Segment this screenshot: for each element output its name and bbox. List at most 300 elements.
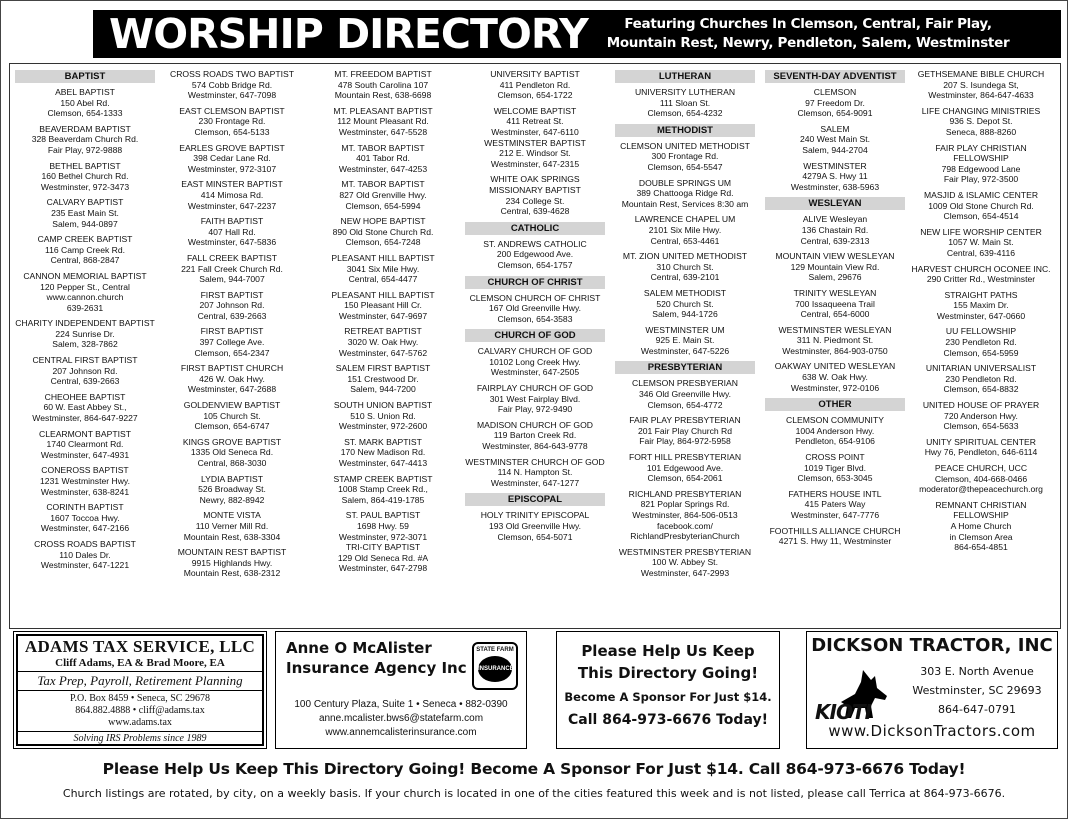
church-listing	[309, 106, 457, 138]
church-listing	[461, 510, 609, 542]
church-detail-line: 827 Old Grenville Hwy.	[339, 189, 427, 200]
church-name: ALIVE Wesleyan	[802, 214, 868, 225]
church-detail-line: Westminster, 972-3107	[187, 163, 277, 174]
church-name: WESTMINSTER WESLEYAN	[778, 324, 892, 335]
church-detail-line: Westminster, 647-4931	[40, 449, 130, 460]
listing-column-1	[11, 69, 159, 576]
church-detail-line: 1009 Old Stone Church Rd.	[928, 200, 1034, 211]
church-detail-line: 112 Mount Pleasant Rd.	[337, 116, 429, 127]
church-detail-line: 1004 Anderson Hwy.	[795, 425, 875, 436]
church-listing	[11, 539, 159, 571]
church-listing	[158, 216, 306, 248]
church-detail-line: 230 Frontage Rd.	[198, 116, 266, 127]
church-listing	[761, 161, 909, 193]
ad-contact: 864.882.4888 • cliff@adams.tax	[75, 705, 205, 716]
ad-mcalister-insurance	[275, 631, 527, 749]
sponsor-line-1: Please Help Us Keep	[581, 642, 755, 660]
church-detail-line: Westminster, 647-2798	[338, 563, 428, 574]
church-detail-line: 240 West Main St.	[799, 134, 871, 145]
church-listing	[907, 290, 1055, 322]
church-detail-line: Westminster, 864-647-4633	[928, 90, 1034, 101]
church-detail-line: 116 Camp Creek Rd.	[44, 244, 126, 255]
church-listing	[611, 251, 759, 283]
ad-border	[16, 634, 264, 746]
church-detail-line: Clemson, 654-5133	[194, 126, 270, 137]
church-detail-line: 1698 Hwy. 59	[357, 520, 409, 531]
church-detail-line: 407 Hall Rd.	[208, 226, 256, 237]
church-detail-line: Salem, 864-419-1785	[341, 494, 425, 505]
church-listing	[461, 174, 609, 216]
listing-column-2	[158, 69, 306, 584]
church-listing	[158, 326, 306, 358]
category-header: EPISCOPAL	[465, 493, 605, 506]
church-detail-line: Westminster, 972-3473	[40, 181, 130, 192]
church-listing	[309, 363, 457, 395]
church-name: FOOTHILLS ALLIANCE CHURCH	[769, 525, 901, 536]
church-name: UNITED HOUSE OF PRAYER	[922, 400, 1040, 411]
ad-email[interactable]: anne.mcalister.bws6@statefarm.com	[318, 713, 484, 724]
church-detail-line: FELLOWSHIP	[953, 153, 1009, 164]
church-name: CALVARY BAPTIST	[46, 197, 124, 208]
church-detail-line: Westminster, 972-3071	[338, 531, 428, 542]
ad-dickson-tractor	[806, 631, 1058, 749]
ad-title	[286, 638, 467, 678]
church-detail-line: 720 Anderson Hwy.	[944, 410, 1018, 421]
church-listing	[309, 290, 457, 322]
church-name: HARVEST CHURCH OCONEE INC.	[911, 263, 1051, 274]
church-listing	[11, 502, 159, 534]
church-detail-line: Westminster, 638-5963	[790, 181, 880, 192]
church-name: STRAIGHT PATHS	[944, 289, 1018, 300]
church-listing	[761, 124, 909, 156]
church-name: LIFE CHANGING MINISTRIES	[921, 105, 1041, 116]
church-detail-line: 111 Sloan St.	[659, 97, 711, 108]
badge-top-text: STATE FARM	[476, 647, 514, 653]
church-detail-line: 155 Maxim Dr.	[953, 300, 1009, 311]
category-header: CHURCH OF CHRIST	[465, 276, 605, 289]
church-name: CROSS ROADS BAPTIST	[34, 538, 136, 549]
sponsor-phone[interactable]: Call 864-973-6676 Today!	[568, 712, 768, 728]
church-detail-line: Westminster, 647-6110	[491, 126, 579, 137]
church-detail-line: 3041 Six Mile Hwy.	[346, 263, 420, 274]
church-detail-line: 398 Cedar Lane Rd.	[193, 153, 271, 164]
church-name: MT. TABOR BAPTIST	[341, 179, 425, 190]
ad-tagline: Tax Prep, Payroll, Retirement Planning	[18, 671, 262, 691]
church-name: CLEMSON CHURCH OF CHRIST	[469, 292, 601, 303]
church-listing	[309, 69, 457, 101]
church-detail-line: Clemson, 654-9091	[797, 108, 873, 119]
church-name: MOUNTAIN REST BAPTIST	[177, 547, 287, 558]
church-detail-line: Central, 653-4461	[650, 235, 720, 246]
ad-address: 100 Century Plaza, Suite 1 • Seneca • 882-0390	[294, 699, 508, 710]
church-detail-line: 639-2631	[66, 302, 104, 313]
church-listing	[158, 179, 306, 211]
church-detail-line: 100 W. Abbey St.	[652, 557, 718, 568]
church-name: MONTE VISTA	[203, 510, 261, 521]
church-name: CENTRAL FIRST BAPTIST	[32, 355, 138, 366]
church-detail-line: 221 Fall Creek Church Rd.	[181, 263, 283, 274]
ad-website[interactable]: www.DicksonTractors.com	[828, 722, 1036, 740]
church-name: CROSS ROADS TWO BAPTIST	[170, 69, 294, 79]
church-detail-line: 401 Tabor Rd.	[356, 153, 410, 164]
church-name: NEW LIFE WORSHIP CENTER	[920, 226, 1042, 237]
church-detail-line: Fair Play, 972-3500	[943, 174, 1019, 185]
church-detail-line: Clemson, 654-2061	[647, 473, 723, 484]
church-detail-line: TRI-CITY BAPTIST	[345, 542, 421, 553]
church-detail-line: Westminster, 647-4413	[338, 458, 428, 468]
church-name: WESTMINSTER CHURCH OF GOD	[465, 456, 605, 467]
church-detail-line: 414 Mimosa Rd.	[200, 189, 264, 200]
church-listing	[611, 489, 759, 542]
church-listing	[611, 325, 759, 357]
church-detail-line: 510 S. Union Rd.	[350, 410, 416, 421]
church-name: SALEM FIRST BAPTIST	[335, 363, 431, 374]
church-detail-line: 415 Paters Way	[804, 499, 866, 510]
church-detail-line: Central, 639-2663	[50, 376, 120, 387]
church-name: LAWRENCE CHAPEL UM	[634, 214, 736, 225]
church-listing	[907, 463, 1055, 495]
church-listing	[907, 326, 1055, 358]
church-detail-line: Clemson, 654-4232	[647, 108, 723, 119]
church-listing	[611, 87, 759, 119]
church-detail-line: 426 W. Oak Hwy.	[199, 373, 265, 384]
church-detail-line: Westminster, 647-2166	[40, 523, 130, 534]
church-name: SOUTH UNION BAPTIST	[333, 400, 433, 411]
church-listing	[761, 526, 909, 547]
church-detail-line: Westminster, 647-5836	[187, 237, 277, 248]
church-detail-line: Clemson, 654-5633	[943, 421, 1019, 432]
church-listing	[11, 271, 159, 313]
church-listing	[309, 437, 457, 469]
church-name: CROSS POINT	[805, 452, 865, 463]
church-detail-line: www.cannon.church	[46, 292, 124, 303]
church-name: PEACE CHURCH, UCC	[934, 463, 1028, 473]
church-detail-line: in Clemson Area	[949, 531, 1013, 542]
ad-footer: Solving IRS Problems since 1989	[18, 731, 262, 744]
church-listing	[611, 214, 759, 246]
church-listing	[907, 264, 1055, 285]
church-name: FAIRPLAY CHURCH OF GOD	[476, 383, 594, 394]
church-listing	[761, 452, 909, 484]
church-name: CHEOHEE BAPTIST	[44, 391, 126, 402]
footer-banner: Please Help Us Keep This Directory Going! Become A Sponsor For Just $14. Call 864-973-6676 Today!	[102, 760, 966, 778]
subtitle-line-1: Featuring Churches In Clemson, Central, Fair Play,	[624, 16, 992, 32]
church-name: PLEASANT HILL BAPTIST	[331, 289, 435, 300]
church-name: CONEROSS BAPTIST	[41, 465, 129, 476]
church-name: CLEMSON UNITED METHODIST	[620, 140, 750, 151]
church-detail-line: Clemson, 654-1333	[47, 108, 123, 119]
church-name: EARLES GROVE BAPTIST	[179, 142, 285, 153]
church-detail-line: 411 Pendleton Rd.	[499, 79, 571, 90]
church-listing	[907, 363, 1055, 395]
church-detail-line: Westminster, 972-2600	[338, 421, 428, 432]
church-detail-line: 397 College Ave.	[199, 337, 265, 348]
church-name: FATHERS HOUSE INTL	[788, 488, 882, 499]
church-name: RICHLAND PRESBYTERIAN	[628, 488, 742, 499]
church-detail-line: 346 Old Greenville Hwy.	[638, 389, 732, 400]
sponsor-line-3: Become A Sponsor For Just $14.	[564, 690, 772, 704]
church-name: SALEM	[820, 123, 850, 134]
church-listing	[11, 197, 159, 229]
church-listing	[11, 355, 159, 387]
church-listing	[611, 452, 759, 484]
listing-column-5	[611, 69, 759, 584]
church-name: DOUBLE SPRINGS UM	[638, 177, 732, 188]
church-detail-line: 160 Bethel Church Rd.	[41, 171, 129, 182]
church-name: CHARITY INDEPENDENT BAPTIST	[15, 318, 155, 329]
church-detail-line: Westminster, 864-647-9227	[32, 413, 138, 424]
church-name: WELCOME BAPTIST	[493, 105, 577, 116]
church-detail-line: 224 Sunrise Dr.	[55, 328, 115, 339]
church-listing	[309, 326, 457, 358]
church-detail-line: 389 Chattooga Ridge Rd.	[636, 188, 734, 199]
church-name: BETHEL BAPTIST	[49, 160, 121, 171]
church-listing	[309, 253, 457, 285]
church-name: FAIR PLAY CHRISTIAN	[935, 142, 1027, 153]
church-name: WHITE OAK SPRINGS	[490, 174, 580, 185]
church-detail-line: Westminster, 647-2237	[187, 200, 277, 211]
church-detail-line: 1057 W. Main St.	[948, 237, 1014, 248]
church-name: PLEASANT HILL BAPTIST	[331, 252, 435, 263]
church-detail-line: 136 Chastain Rd.	[801, 224, 869, 235]
church-detail-line: 638 W. Oak Hwy.	[802, 372, 868, 383]
church-name: CLEARMONT BAPTIST	[38, 428, 131, 439]
church-listing	[309, 510, 457, 574]
church-name: MASJID & ISLAMIC CENTER	[923, 189, 1039, 200]
church-detail-line: Westminster, 647-2993	[640, 567, 730, 578]
church-listing	[907, 143, 1055, 185]
church-detail-line: Clemson, 654-4772	[647, 399, 723, 410]
church-detail-line: Central, 639-4628	[500, 206, 570, 217]
ad-po-box: P.O. Box 8459 • Seneca, SC 29678	[70, 693, 210, 704]
church-name: WESTMINSTER UM	[645, 324, 725, 335]
church-detail-line: Clemson, 654-8832	[943, 384, 1019, 395]
church-listing	[11, 318, 159, 350]
church-name: HOLY TRINITY EPISCOPAL	[480, 510, 590, 521]
church-detail-line: 60 W. East Abbey St.,	[43, 402, 127, 413]
church-detail-line: 310 Church St.	[656, 261, 714, 272]
church-listing	[11, 429, 159, 461]
category-header: CHURCH OF GOD	[465, 329, 605, 342]
church-name: CLEMSON COMMUNITY	[786, 415, 884, 426]
church-detail-line: 311 N. Piedmont St.	[796, 335, 874, 346]
ad-phone: 864-647-0791	[938, 703, 1016, 716]
church-detail-line: 151 Crestwood Dr.	[347, 373, 419, 384]
church-detail-line: Mountain Rest, Services 8:30 am	[621, 198, 749, 209]
church-name: GOLDENVIEW BAPTIST	[183, 400, 281, 411]
church-detail-line: 150 Pleasant Hill Cr.	[344, 300, 422, 311]
church-name: CLEMSON	[813, 87, 857, 97]
church-detail-line: Central, 639-2313	[800, 235, 870, 246]
church-listing	[907, 69, 1055, 101]
category-header: OTHER	[765, 398, 905, 411]
listing-column-7	[907, 69, 1055, 558]
ad-owners: Cliff Adams, EA & Brad Moore, EA	[55, 657, 225, 669]
church-detail-line: Clemson, 654-2347	[194, 347, 270, 358]
church-listing	[158, 143, 306, 175]
church-listing	[11, 465, 159, 497]
church-detail-line: Westminster, 647-5528	[338, 126, 428, 137]
church-listing	[761, 415, 909, 447]
church-detail-line: 864-654-4851	[954, 542, 1008, 553]
church-name: MT. FREEDOM BAPTIST	[334, 69, 432, 79]
sponsor-line-2: This Directory Going!	[577, 664, 759, 682]
church-detail-line: Salem, 944-0897	[52, 218, 118, 229]
church-detail-line: Clemson, 654-3583	[497, 313, 573, 324]
church-listing	[461, 420, 609, 452]
church-listing	[761, 361, 909, 393]
church-detail-line: 301 West Fairplay Blvd.	[489, 393, 581, 404]
church-listing	[11, 392, 159, 424]
category-header: SEVENTH-DAY ADVENTIST	[765, 70, 905, 83]
church-listing	[309, 400, 457, 432]
listing-column-3	[309, 69, 457, 579]
church-detail-line: 1740 Clearmont Rd.	[46, 439, 124, 450]
church-detail-line: Clemson, 654-5994	[345, 200, 421, 211]
church-detail-line: 526 Broadway St.	[198, 484, 266, 495]
church-detail-line: Fair Play, 972-9490	[497, 404, 573, 415]
church-detail-line: Salem, 944-7007	[199, 274, 265, 285]
church-name: KINGS GROVE BAPTIST	[182, 436, 282, 447]
church-name: FIRST BAPTIST	[200, 326, 264, 337]
church-name: SALEM METHODIST	[643, 287, 727, 298]
church-detail-line: Westminster, 647-0660	[936, 310, 1026, 321]
ad-website[interactable]: www.annemcalisterinsurance.com	[325, 727, 477, 738]
church-name: MT. TABOR BAPTIST	[341, 142, 425, 153]
church-name: CANNON MEMORIAL BAPTIST	[23, 270, 147, 281]
church-detail-line: Clemson, 404-668-0466	[934, 473, 1028, 484]
church-detail-line: 290 Critter Rd., Westminster	[926, 274, 1036, 285]
church-detail-line: 129 Mountain View Rd.	[790, 261, 880, 272]
church-name: UNITARIAN UNIVERSALIST	[925, 363, 1037, 374]
church-name: ST. ANDREWS CATHOLIC	[483, 238, 587, 249]
church-detail-line: 207 Johnson Rd.	[52, 365, 118, 376]
category-header: WESLEYAN	[765, 197, 905, 210]
church-listing	[309, 179, 457, 211]
church-detail-line: RichlandPresbyterianChurch	[630, 531, 740, 542]
footer-note: Church listings are rotated, by city, on a weekly basis. If your church is located in one of the cities featured this week and is not listed, please call Terrica at 864-973-6676.	[62, 787, 1006, 800]
church-detail-line: 150 Abel Rd.	[60, 97, 110, 108]
church-name: MT. ZION UNITED METHODIST	[622, 251, 748, 262]
church-detail-line: Pendleton, 654-9106	[795, 436, 875, 447]
category-header: PRESBYTERIAN	[615, 361, 755, 374]
church-name: ST. MARK BAPTIST	[344, 436, 422, 447]
church-name: MT. PLEASANT BAPTIST	[333, 105, 433, 116]
church-detail-line: Westminster, 647-9697	[338, 310, 428, 321]
church-name: FORT HILL PRESBYTERIAN	[628, 452, 742, 463]
church-detail-line: Central, 639-2663	[197, 310, 267, 321]
church-detail-line: Westminster, 647-4253	[338, 163, 428, 174]
category-header: LUTHERAN	[615, 70, 755, 83]
church-detail-line: Westminster, 647-2505	[490, 367, 580, 378]
church-detail-line: 925 E. Main St.	[655, 335, 715, 346]
church-detail-line: Clemson, 653-3045	[797, 473, 873, 484]
church-detail-line: Clemson, 654-5547	[647, 161, 723, 172]
ad-title: DICKSON TRACTOR, INC	[811, 635, 1053, 656]
church-listing	[158, 106, 306, 138]
church-listing	[158, 363, 306, 395]
church-listing	[461, 383, 609, 415]
church-detail-line: 234 College St.	[505, 195, 565, 206]
church-name: UNIVERSITY LUTHERAN	[634, 87, 736, 97]
church-detail-line: 1019 Tiger Blvd.	[803, 462, 867, 473]
church-listing	[907, 106, 1055, 138]
church-detail-line: 700 Issaqueena Trail	[795, 298, 875, 309]
church-detail-line: 193 Old Greenville Hwy.	[488, 521, 582, 531]
church-listing	[761, 489, 909, 521]
church-listing	[158, 437, 306, 469]
page-title: WORSHIP DIRECTORY	[109, 10, 588, 58]
church-detail-line: Westminster, 647-1277	[490, 477, 580, 488]
church-detail-line: WESTMINSTER BAPTIST	[484, 137, 586, 148]
church-name: MADISON CHURCH OF GOD	[476, 419, 593, 430]
church-listing	[461, 239, 609, 271]
church-name: FAIR PLAY PRESBYTERIAN	[629, 415, 741, 426]
church-detail-line: Westminster, 864-903-0750	[782, 345, 888, 356]
church-detail-line: Salem, 944-1726	[652, 309, 718, 320]
church-detail-line: 1607 Toccoa Hwy.	[50, 512, 120, 523]
church-listing	[611, 288, 759, 320]
church-name: REMNANT CHRISTIAN	[935, 499, 1027, 510]
church-listing	[907, 190, 1055, 222]
ad-title-line-1: Anne O McAlister	[286, 639, 432, 657]
church-detail-line: 200 Edgewood Ave.	[496, 249, 574, 260]
church-listing	[11, 234, 159, 266]
ad-website[interactable]: www.adams.tax	[108, 717, 172, 728]
church-listing	[158, 547, 306, 579]
church-detail-line: Westminster, 647-2688	[187, 384, 277, 395]
church-detail-line: Westminster, 647-5226	[640, 345, 730, 356]
church-name: OAKWAY UNITED WESLEYAN	[774, 361, 896, 372]
ad-city: Westminster, SC 29693	[912, 684, 1042, 697]
ad-title-line-2: Insurance Agency Inc	[286, 659, 467, 677]
church-detail-line: Central, 639-4116	[946, 247, 1016, 258]
church-listing	[461, 293, 609, 325]
church-detail-line: Westminster, 647-7098	[187, 90, 277, 101]
church-detail-line: 478 South Carolina 107	[337, 79, 429, 90]
church-listing	[907, 437, 1055, 458]
church-detail-line: 114 N. Hampton St.	[497, 467, 573, 478]
ad-adams-tax	[13, 631, 267, 749]
church-name: LYDIA BAPTIST	[201, 473, 263, 484]
church-detail-line: Central, 868-2847	[50, 255, 120, 266]
church-detail-line: Clemson, 654-1722	[497, 90, 573, 101]
church-name: MOUNTAIN VIEW WESLEYAN	[775, 251, 895, 262]
church-listing	[11, 87, 159, 119]
church-detail-line: Westminster, 864-506-0513	[632, 510, 738, 520]
church-listing	[11, 124, 159, 156]
church-detail-line: Central, 654-6000	[800, 309, 870, 320]
church-listing	[907, 500, 1055, 553]
church-name: EAST CLEMSON BAPTIST	[179, 105, 285, 116]
state-farm-logo-icon	[472, 642, 518, 690]
church-detail-line: 212 E. Windsor St.	[499, 148, 571, 159]
church-listing	[761, 214, 909, 246]
church-detail-line: 120 Pepper St., Central	[40, 281, 130, 292]
church-detail-line: 10102 Long Creek Hwy.	[489, 356, 581, 367]
church-detail-line: 110 Dales Dr.	[59, 549, 111, 560]
church-name: FALL CREEK BAPTIST	[187, 252, 277, 263]
ad-contact-block	[276, 698, 526, 740]
listing-column-6	[761, 69, 909, 552]
church-detail-line: Clemson, 654-1757	[497, 259, 573, 270]
church-detail-line: Clemson, 654-5071	[497, 531, 573, 542]
church-listing	[761, 87, 909, 119]
church-listing	[309, 474, 457, 506]
church-listing	[761, 288, 909, 320]
church-listing	[309, 143, 457, 175]
church-name: FIRST BAPTIST CHURCH	[180, 363, 284, 374]
